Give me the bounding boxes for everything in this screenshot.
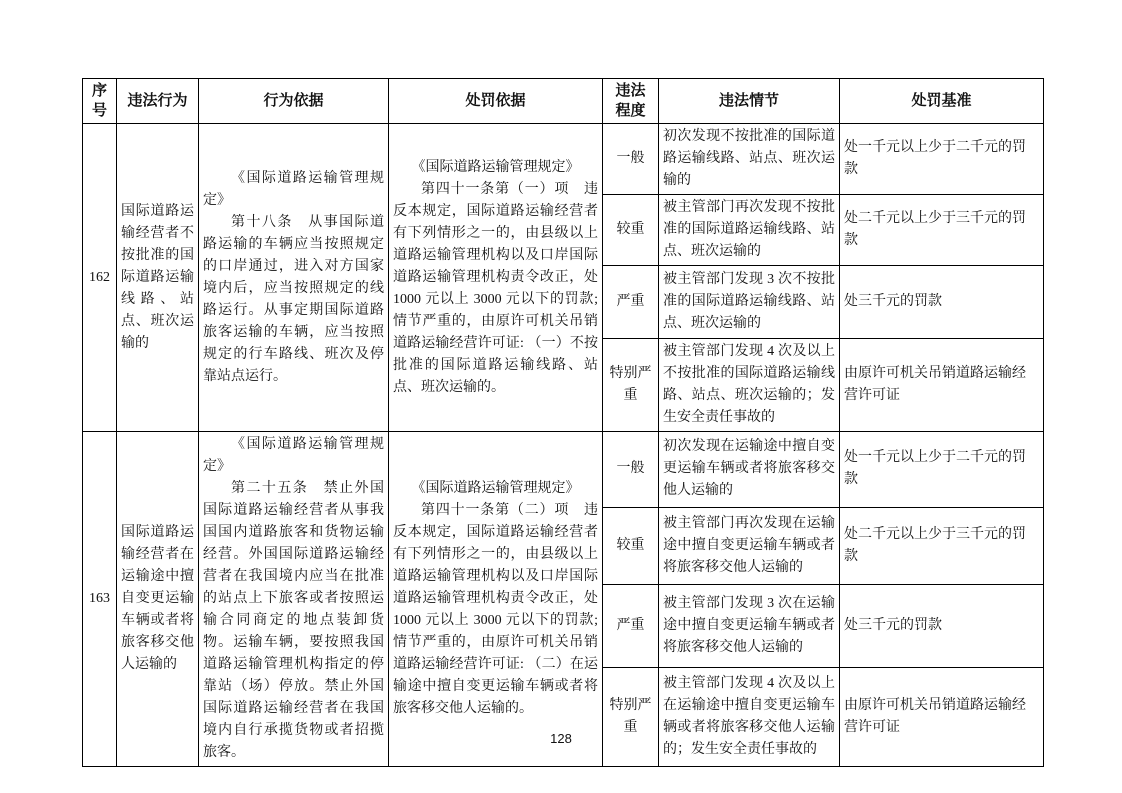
header-behavior-basis: 行为依据 xyxy=(199,79,389,124)
behavior-basis xyxy=(199,124,389,432)
regulation-article: 第四十一条第（一）项 违反本规定，国际道路运输经营者有下列情形之一的，由县级以上道路运输管理机构以及口岸国际道路运输管理机构责令改正，处 1000 元以上 3000 元以下的罚款;情节严重的，由原许可机关吊销道路运输经营许可证: （一）不按批准的国际道路运输线路、站点、班次运输的。 xyxy=(393,181,598,395)
degree-level: 较重 xyxy=(603,195,659,266)
penalty-standard: 处二千元以上少于三千元的罚款 xyxy=(840,507,1044,585)
violation-circumstance: 被主管部门再次发现在运输途中擅自变更运输车辆或者将旅客移交他人运输的 xyxy=(659,507,840,585)
regulation-title: 《国际道路运输管理规定》 xyxy=(203,170,384,208)
table-row xyxy=(83,124,1044,195)
violation-behavior: 国际道路运输经营者在运输途中擅自变更运输车辆或者将旅客移交他人运输的 xyxy=(117,432,199,767)
serial-number: 163 xyxy=(83,432,117,767)
header-penalty-basis: 处罚依据 xyxy=(389,79,603,124)
degree-level: 严重 xyxy=(603,585,659,668)
regulation-title: 《国际道路运输管理规定》 xyxy=(203,437,384,474)
degree-level: 严重 xyxy=(603,266,659,339)
table-header-row xyxy=(83,79,1044,124)
violation-circumstance: 被主管部门再次发现不按批准的国际道路运输线路、站点、班次运输的 xyxy=(659,195,840,266)
violation-behavior: 国际道路运输经营者不按批准的国际道路运输线路、站点、班次运输的 xyxy=(117,124,199,432)
header-standard: 处罚基准 xyxy=(840,79,1044,124)
header-serial: 序号 xyxy=(83,79,117,124)
penalty-basis xyxy=(389,124,603,432)
penalty-standard: 由原许可机关吊销道路运输经营许可证 xyxy=(840,339,1044,432)
behavior-basis xyxy=(199,432,389,767)
penalty-table xyxy=(82,78,1044,767)
degree-level: 较重 xyxy=(603,507,659,585)
regulation-article: 第十八条 从事国际道路运输的车辆应当按照规定的口岸通过，进入对方国家境内后，应当按照规定的线路运行。从事定期国际道路旅客运输的车辆，应当按照规定的行车路线、班次及停靠站点运行。 xyxy=(203,214,384,384)
violation-circumstance: 被主管部门发现 4 次及以上不按批准的国际道路运输线路、站点、班次运输的；发生安全责任事故的 xyxy=(659,339,840,432)
page-number: 128 xyxy=(550,731,572,746)
header-degree: 违法程度 xyxy=(603,79,659,124)
violation-circumstance: 初次发现在运输途中擅自变更运输车辆或者将旅客移交他人运输的 xyxy=(659,432,840,508)
serial-number: 162 xyxy=(83,124,117,432)
header-behavior: 违法行为 xyxy=(117,79,199,124)
penalty-standard: 由原许可机关吊销道路运输经营许可证 xyxy=(840,668,1044,767)
header-circumstance: 违法情节 xyxy=(659,79,840,124)
degree-level: 特别严重 xyxy=(603,668,659,767)
degree-level: 一般 xyxy=(603,124,659,195)
violation-circumstance: 被主管部门发现 4 次及以上在运输途中擅自变更运输车辆或者将旅客移交他人运输的；发生安全责任事故的 xyxy=(659,668,840,767)
table-row xyxy=(83,432,1044,508)
regulation-article: 第二十五条 禁止外国国际道路运输经营者从事我国国内道路旅客和货物运输经营。外国国际道路运输经营者在我国境内应当在批准的站点上下旅客或者按照运输合同商定的地点装卸货物。运输车辆，要按照我国道路运输管理机构指定的停靠站（场）停放。禁止外国国际道路运输经营者在我国境内自行承揽货物或者招揽旅客。 xyxy=(203,481,384,760)
regulation-title: 《国际道路运输管理规定》 xyxy=(411,481,580,496)
penalty-basis xyxy=(389,432,603,767)
penalty-standard: 处三千元的罚款 xyxy=(840,585,1044,668)
regulation-title: 《国际道路运输管理规定》 xyxy=(411,159,580,175)
penalty-standard: 处二千元以上少于三千元的罚款 xyxy=(840,195,1044,266)
regulation-article: 第四十一条第（二）项 违反本规定，国际道路运输经营者有下列情形之一的，由县级以上道路运输管理机构以及口岸国际道路运输管理机构责令改正，处 1000 元以上 3000 元以下的罚款;情节严重的，由原许可机关吊销道路运输经营许可证: （二）在运输途中擅自变更运输车辆或者将旅客移交他人运输的。 xyxy=(393,503,598,716)
violation-circumstance: 被主管部门发现 3 次在运输途中擅自变更运输车辆或者将旅客移交他人运输的 xyxy=(659,585,840,668)
degree-level: 特别严重 xyxy=(603,339,659,432)
penalty-standard: 处三千元的罚款 xyxy=(840,266,1044,339)
violation-circumstance: 被主管部门发现 3 次不按批准的国际道路运输线路、站点、班次运输的 xyxy=(659,266,840,339)
degree-level: 一般 xyxy=(603,432,659,508)
penalty-standard: 处一千元以上少于二千元的罚款 xyxy=(840,124,1044,195)
penalty-standard: 处一千元以上少于二千元的罚款 xyxy=(840,432,1044,508)
violation-circumstance: 初次发现不按批准的国际道路运输线路、站点、班次运输的 xyxy=(659,124,840,195)
